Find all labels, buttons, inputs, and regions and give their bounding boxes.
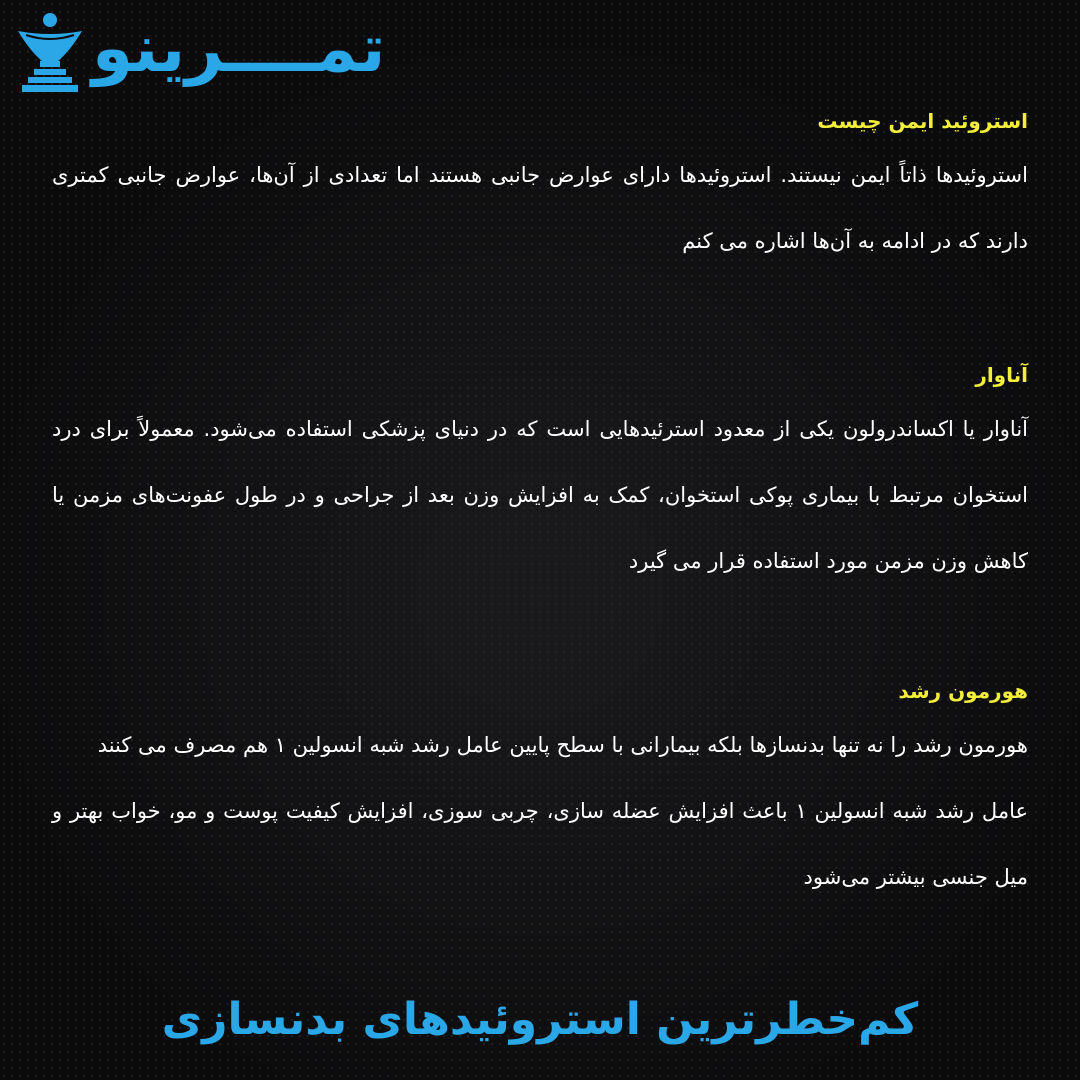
brand-logo [14, 8, 385, 96]
section-paragraph: آناوار یا اکساندرولون یکی از معدود استرئیدهایی است که در دنیای پزشکی استفاده می‌شود. معمولاً برای درد استخوان مرتبط با بیماری پوکی استخوان، کمک به افزایش وزن بعد از جراحی و در طول عفونت‌های مزمن یا کاهش وزن مزمن مورد استفاده قرار می گیرد [52, 417, 1028, 573]
chess-pawn-icon [14, 11, 86, 93]
footer-title: کم‌خطرترین استروئیدهای بدنسازی [161, 994, 919, 1045]
spacer [52, 594, 1028, 670]
section-heading-anavar: آناوار [975, 363, 1028, 387]
section-paragraph: استروئیدها ذاتاً ایمن نیستند. استروئیدها دارای عوارض جانبی هستند اما تعدادی از آن‌ها، عوارض جانبی کمتری دارند که در ادامه به آن‌ها اشاره می کنم [52, 163, 1028, 253]
article-body [52, 100, 1028, 910]
section-paragraph: هورمون رشد را نه تنها بدنسازها بلکه بیمارانی با سطح پایین عامل رشد شبه انسولین ۱ هم مصرف می کنند [97, 733, 1028, 757]
section-heading-safe-steroid: استروئید ایمن چیست [817, 109, 1028, 133]
spacer [52, 274, 1028, 354]
section-heading-growth-hormone: هورمون رشد [898, 679, 1028, 703]
brand-name: تمــــرینو [92, 10, 386, 87]
section-paragraph: عامل رشد شبه انسولین ۱ باعث افزایش عضله سازی، چربی سوزی، افزایش کیفیت پوست و مو، خواب بهتر و میل جنسی بیشتر می‌شود [52, 799, 1028, 889]
